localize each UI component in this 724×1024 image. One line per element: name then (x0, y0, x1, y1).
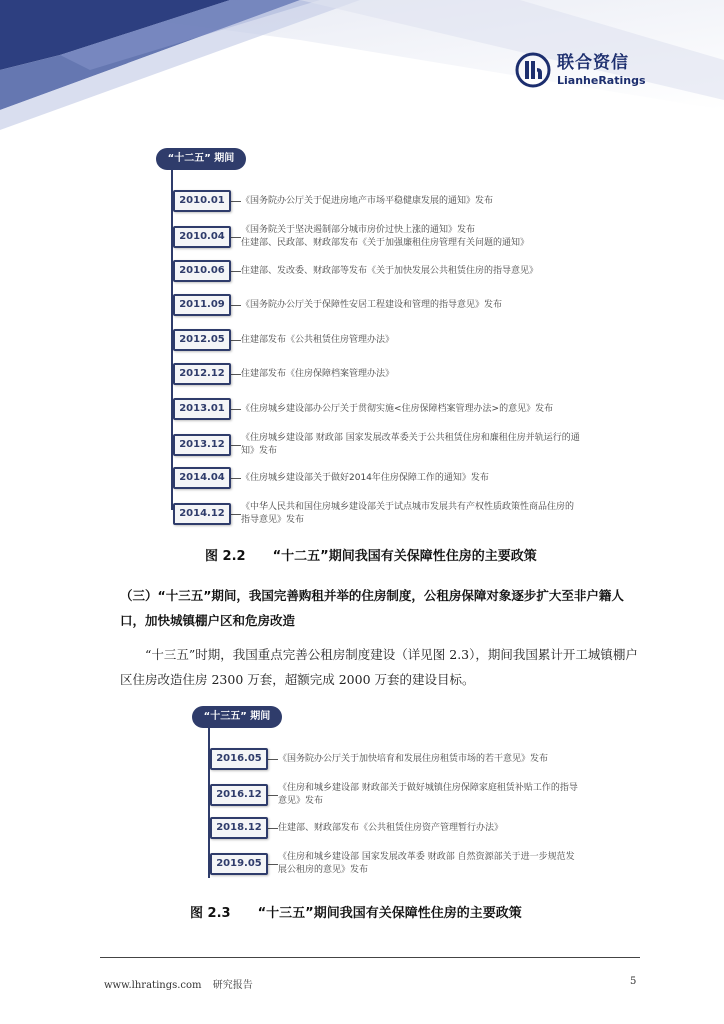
caption-number: 图 2.3 (190, 906, 231, 921)
timeline-event-text: 《国务院办公厅关于保障性安居工程建设和管理的指导意见》发布 (241, 299, 503, 310)
timeline-connector (231, 201, 241, 202)
timeline-entry (210, 817, 578, 839)
timeline-date: 2011.09 (173, 294, 231, 316)
timeline-date: 2019.05 (210, 853, 268, 875)
figure-2-2-caption (205, 545, 537, 564)
timeline-entry (173, 432, 581, 458)
timeline-period-label: “十二五” 期间 (156, 148, 246, 170)
timeline-entry (173, 398, 581, 420)
timeline-event-text: 住建部发布《公共租赁住房管理办法》 (241, 334, 395, 345)
page-number: 5 (630, 976, 637, 987)
figure-2-3-caption (190, 902, 522, 921)
timeline-date: 2018.12 (210, 817, 268, 839)
timeline-date: 2010.06 (173, 260, 231, 282)
timeline-event-text: 《住房城乡建设部 财政部 国家发展改革委关于公共租赁住房和廉租住房并轨运行的通知》发布 (241, 433, 580, 456)
timeline-connector (231, 478, 241, 479)
company-logo (515, 52, 646, 88)
timeline-connector (231, 445, 241, 446)
caption-title: “十二五”期间我国有关保障性住房的主要政策 (272, 549, 537, 564)
footer-left (104, 976, 261, 991)
timeline-connector (231, 374, 241, 375)
logo-english-name: LianheRatings (557, 73, 646, 87)
timeline-13th-five-year (203, 706, 630, 886)
timeline-connector (231, 340, 241, 341)
lianhe-logo-icon (515, 52, 551, 88)
timeline-date: 2010.01 (173, 190, 231, 212)
timeline-connector (231, 237, 241, 238)
timeline-event-text: 《住房和城乡建设部 国家发展改革委 财政部 自然资源部关于进一步规范发展公租房的意见》发布 (278, 852, 575, 875)
timeline-entry (210, 782, 578, 808)
timeline-connector (268, 759, 278, 760)
timeline-connector (231, 409, 241, 410)
timeline-entry (173, 294, 581, 316)
timeline-entry (173, 329, 581, 351)
timeline-event-text: 《住房和城乡建设部 财政部关于做好城镇住房保障家庭租赁补贴工作的指导意见》发布 (278, 783, 578, 806)
logo-chinese-name: 联合资信 (557, 52, 629, 73)
timeline-entry (173, 224, 581, 250)
body-paragraph: “十三五”时期，我国重点完善公租房制度建设（详见图 2.3），期间我国累计开工城镇棚户区住房改造住房 2300 万套，超额完成 2000 万套的建设目标。 (120, 647, 638, 687)
timeline-12th-five-year (167, 148, 613, 528)
timeline-entry (210, 748, 578, 770)
timeline-entry (173, 467, 581, 489)
timeline-entry (173, 260, 581, 282)
timeline-connector (231, 514, 241, 515)
timeline-period-label: “十三五” 期间 (192, 706, 282, 728)
footer-doc-type: 研究报告 (212, 980, 253, 991)
timeline-event-text: 住建部发布《住房保障档案管理办法》 (241, 368, 395, 379)
caption-title: “十三五”期间我国有关保障性住房的主要政策 (257, 906, 522, 921)
timeline-date: 2014.12 (173, 503, 231, 525)
timeline-date: 2013.01 (173, 398, 231, 420)
timeline-entry (173, 501, 581, 527)
timeline-date: 2016.05 (210, 748, 268, 770)
timeline-date: 2013.12 (173, 434, 231, 456)
timeline-event-text: 《国务院关于坚决遏制部分城市房价过快上涨的通知》发布 住建部、民政部、财政部发布《关于加强廉租住房管理有关问题的通知》 (241, 225, 530, 248)
timeline-date: 2010.04 (173, 226, 231, 248)
footer-website-link[interactable]: www.lhratings.com (104, 980, 202, 991)
timeline-entry (210, 851, 578, 877)
timeline-event-text: 《住房城乡建设部关于做好2014年住房保障工作的通知》发布 (241, 472, 489, 483)
timeline-date: 2016.12 (210, 784, 268, 806)
timeline-date: 2014.04 (173, 467, 231, 489)
timeline-date: 2012.12 (173, 363, 231, 385)
timeline-event-text: 《住房城乡建设部办公厅关于贯彻实施<住房保障档案管理办法>的意见》发布 (241, 403, 554, 414)
timeline-event-text: 《中华人民共和国住房城乡建设部关于试点城市发展共有产权性质政策性商品住房的指导意见》发布 (241, 502, 575, 525)
timeline-event-text: 《国务院办公厅关于加快培育和发展住房租赁市场的若干意见》发布 (278, 753, 549, 764)
timeline-entry (173, 190, 581, 212)
caption-number: 图 2.2 (205, 549, 246, 564)
timeline-connector (231, 271, 241, 272)
timeline-connector (268, 795, 278, 796)
timeline-entry (173, 363, 581, 385)
timeline-event-text: 《国务院办公厅关于促进房地产市场平稳健康发展的通知》发布 (241, 195, 494, 206)
footer-divider (100, 957, 640, 958)
timeline-date: 2012.05 (173, 329, 231, 351)
section-heading: （三）“十三五”期间，我国完善购租并举的住房制度，公租房保障对象逐步扩大至非户籍人口，加快城镇棚户区和危房改造 (120, 588, 624, 628)
timeline-connector (231, 305, 241, 306)
timeline-connector (268, 828, 278, 829)
timeline-connector (268, 864, 278, 865)
timeline-event-text: 住建部、财政部发布《公共租赁住房资产管理暂行办法》 (278, 822, 504, 833)
timeline-event-text: 住建部、发改委、财政部等发布《关于加快发展公共租赁住房的指导意见》 (241, 265, 539, 276)
